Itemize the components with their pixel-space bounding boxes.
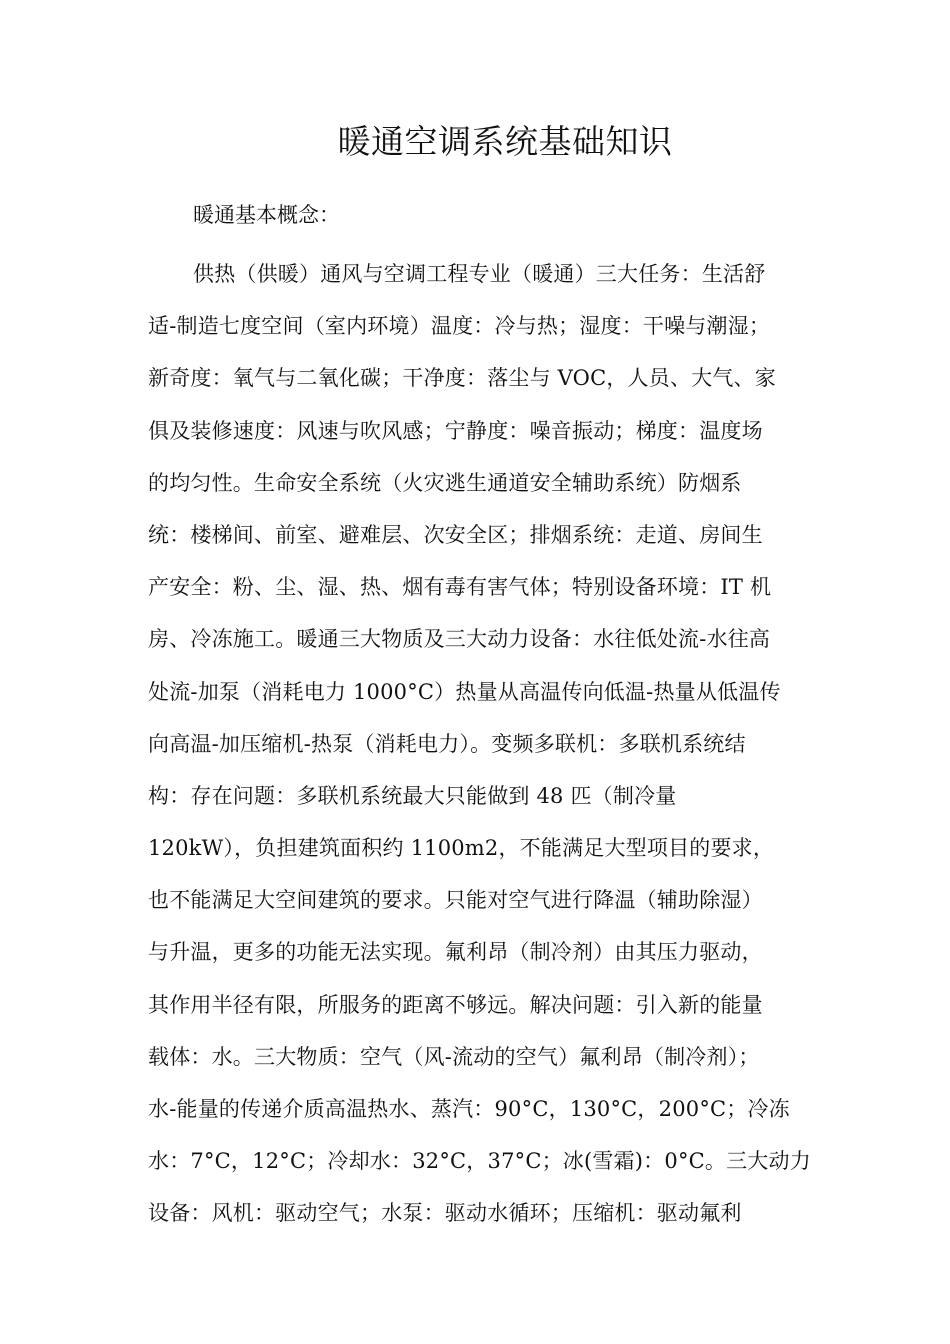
body-line: 房、冷冻施工。暖通三大物质及三大动力设备：水往低处流-水往高 (148, 627, 771, 652)
body-line: 供热（供暖）通风与空调工程专业（暖通）三大任务：生活舒 (193, 262, 766, 286)
body-line: 新奇度：氧气与二氧化碳；干净度：落尘与 VOC，人员、大气、家 (148, 366, 776, 391)
body-line: 载体：水。三大物质：空气（风-流动的空气）氟利昂（制冷剂）； (148, 1044, 760, 1069)
body-line: 向高温-加压缩机-热泵（消耗电力）。变频多联机：多联机系统结 (148, 731, 746, 756)
body-line: 处流-加泵（消耗电力 1000°C）热量从高温传向低温-热量从低温传 (148, 679, 781, 704)
body-line: 设备：风机：驱动空气；水泵：驱动水循环；压缩机：驱动氟利 (148, 1201, 742, 1226)
body-line: 120kW），负担建筑面积约 1100m2，不能满足大型项目的要求， (148, 836, 775, 861)
body-text (148, 248, 828, 1240)
body-line: 构：存在问题：多联机系统最大只能做到 48 匹（制冷量 (148, 783, 677, 808)
body-line: 统：楼梯间、前室、避难层、次安全区；排烟系统：走道、房间生 (148, 522, 763, 547)
body-line: 俱及装修速度：风速与吹风感；宁静度：噪音振动；梯度：温度场 (148, 418, 763, 443)
body-line: 适-制造七度空间（室内环境）温度：冷与热；湿度：干噪与潮湿； (148, 314, 771, 339)
body-line: 水-能量的传递介质高温热水、蒸汽：90°C，130°C，200°C；冷冻 (148, 1097, 790, 1121)
document-title: 暖通空调系统基础知识 (337, 122, 673, 161)
body-line: 的均匀性。生命安全系统（火灾逃生通道安全辅助系统）防烟系 (148, 470, 742, 495)
body-line: 其作用半径有限，所服务的距离不够远。解决问题：引入新的能量 (148, 992, 763, 1017)
body-line: 水：7°C，12°C；冷却水：32°C，37°C；冰(雪霜)：0°C。三大动力 (148, 1149, 811, 1174)
body-line: 与升温，更多的功能无法实现。氟利昂（制冷剂）由其压力驱动， (148, 940, 763, 965)
body-line: 也不能满足大空间建筑的要求。只能对空气进行降温（辅助除湿） (148, 888, 763, 913)
intro-heading: 暖通基本概念： (193, 203, 340, 227)
body-line: 产安全：粉、尘、湿、热、烟有毒有害气体；特别设备环境：IT 机 (148, 575, 772, 600)
